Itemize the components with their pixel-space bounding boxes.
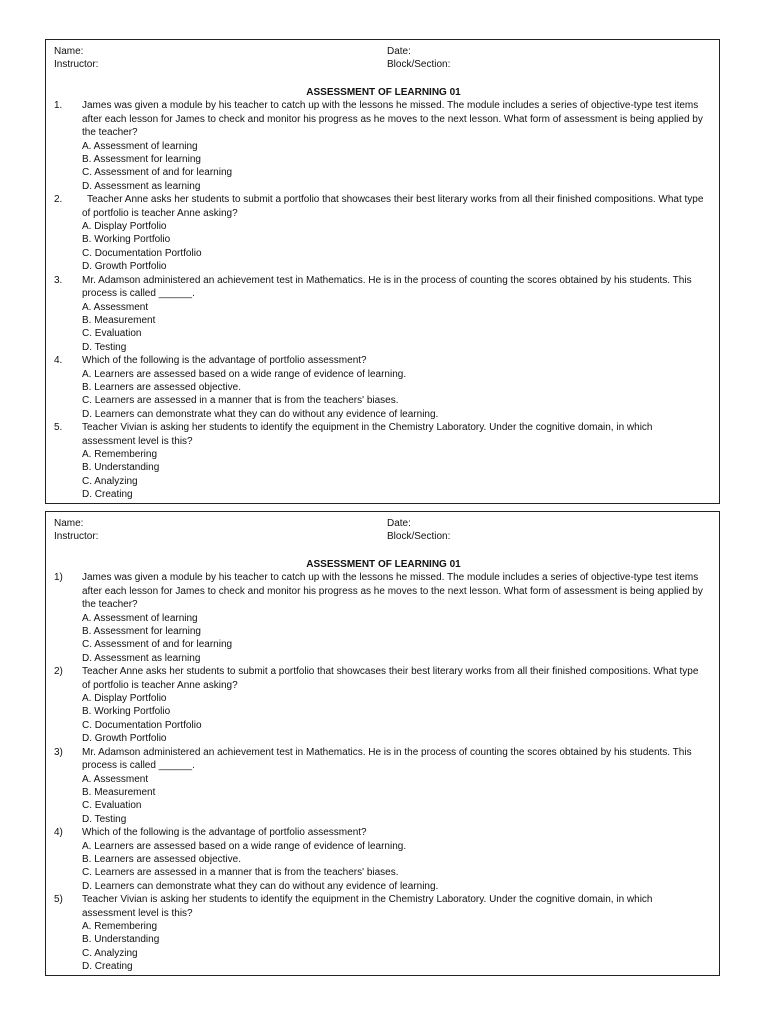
question-number: 3. [54, 274, 63, 286]
question-number: 3) [54, 746, 63, 758]
question-4 [54, 826, 705, 893]
option-c: C. Assessment of and for learning [82, 639, 233, 651]
option-d: D. Growth Portfolio [82, 733, 167, 745]
question-stem: Teacher Anne asks her students to submit a portfolio that showcases their best literary works from all their finished compositions. What type of portfolio is teacher Anne asking? [82, 194, 704, 219]
option-d: D. Learners can demonstrate what they can do without any evidence of learning. [82, 408, 439, 420]
sheet-title: ASSESSMENT OF LEARNING 01 [306, 559, 461, 570]
name-label: Name: [54, 518, 84, 529]
question-stem: Which of the following is the advantage of portfolio assessment? [82, 827, 367, 839]
option-a: A. Assessment of learning [82, 612, 198, 624]
option-d: D. Creating [82, 961, 133, 973]
option-b: B. Assessment for learning [82, 626, 201, 638]
option-d: D. Learners can demonstrate what they can do without any evidence of learning. [82, 880, 439, 892]
option-d: D. Growth Portfolio [82, 261, 167, 273]
option-d: D. Assessment as learning [82, 180, 201, 192]
question-4 [54, 354, 705, 421]
option-b: B. Measurement [82, 314, 156, 326]
quiz-sheet-1 [45, 39, 720, 504]
instructor-label: Instructor: [54, 59, 99, 70]
question-1 [54, 99, 705, 193]
question-stem: Which of the following is the advantage of portfolio assessment? [82, 355, 367, 367]
question-5 [54, 893, 705, 973]
option-c: C. Evaluation [82, 328, 142, 340]
option-c: C. Analyzing [82, 475, 138, 487]
option-b: B. Assessment for learning [82, 154, 201, 166]
option-d: D. Assessment as learning [82, 652, 201, 664]
option-b: B. Measurement [82, 786, 156, 798]
question-number: 1. [54, 100, 63, 112]
question-number: 4) [54, 827, 63, 839]
date-label: Date: [387, 46, 411, 57]
question-stem: James was given a module by his teacher to catch up with the lessons he missed. The module includes a series of objective-type test items after each lesson for James to check and monitor his progress as he moves to the next lesson. What form of assessment is being applied by the teacher? [82, 100, 703, 139]
option-b: B. Understanding [82, 462, 160, 474]
option-a: A. Learners are assessed based on a wide range of evidence of learning. [82, 840, 407, 852]
option-a: A. Assessment [82, 773, 149, 785]
question-3 [54, 746, 705, 826]
option-b: B. Working Portfolio [82, 706, 171, 718]
option-b: B. Understanding [82, 934, 160, 946]
question-number: 5. [54, 422, 63, 434]
question-number: 1) [54, 572, 63, 584]
option-c: C. Assessment of and for learning [82, 167, 233, 179]
question-stem: Teacher Anne asks her students to submit a portfolio that showcases their best literary works from all their finished compositions. What type of portfolio is teacher Anne asking? [82, 666, 699, 691]
option-c: C. Evaluation [82, 800, 142, 812]
question-stem: Mr. Adamson administered an achievement test in Mathematics. He is in the process of counting the scores obtained by his students. This process is called ______. [82, 274, 692, 300]
option-a: A. Assessment of learning [82, 140, 198, 152]
question-stem: Teacher Vivian is asking her students to identify the equipment in the Chemistry Laboratory. Under the cognitive domain, in which assessment level is this? [82, 894, 653, 919]
option-a: A. Learners are assessed based on a wide range of evidence of learning. [82, 368, 407, 380]
option-b: B. Working Portfolio [82, 234, 171, 246]
option-a: A. Assessment [82, 301, 149, 313]
option-d: D. Testing [82, 341, 127, 353]
option-c: C. Learners are assessed in a manner that is from the teachers' biases. [82, 395, 399, 407]
question-2 [54, 193, 705, 273]
instructor-label: Instructor: [54, 531, 99, 542]
option-d: D. Testing [82, 813, 127, 825]
name-label: Name: [54, 46, 84, 57]
option-a: A. Remembering [82, 448, 158, 460]
sheet-header [54, 43, 705, 70]
block-section-label: Block/Section: [387, 531, 451, 542]
option-a: A. Remembering [82, 920, 158, 932]
option-b: B. Learners are assessed objective. [82, 381, 241, 393]
question-stem: Teacher Vivian is asking her students to identify the equipment in the Chemistry Laboratory. Under the cognitive domain, in which assessment level is this? [82, 422, 653, 447]
question-number: 2) [54, 666, 63, 678]
option-c: C. Learners are assessed in a manner that is from the teachers' biases. [82, 867, 399, 879]
question-5 [54, 421, 705, 501]
option-a: A. Display Portfolio [82, 221, 167, 233]
question-stem: James was given a module by his teacher to catch up with the lessons he missed. The module includes a series of objective-type test items after each lesson for James to check and monitor his progress as he moves to the next lesson. What form of assessment is being applied by the teacher? [82, 572, 703, 611]
sheet-header [54, 515, 705, 542]
date-label: Date: [387, 518, 411, 529]
block-section-label: Block/Section: [387, 59, 451, 70]
question-2 [54, 665, 705, 745]
option-c: C. Documentation Portfolio [82, 719, 202, 731]
quiz-sheet-2 [45, 511, 720, 976]
question-stem: Mr. Adamson administered an achievement test in Mathematics. He is in the process of counting the scores obtained by his students. This process is called ______. [82, 746, 692, 772]
question-number: 4. [54, 355, 63, 367]
question-1 [54, 571, 705, 665]
question-number: 2. [54, 194, 63, 206]
question-3 [54, 274, 705, 354]
option-c: C. Documentation Portfolio [82, 247, 202, 259]
option-a: A. Display Portfolio [82, 693, 167, 705]
question-number: 5) [54, 894, 63, 906]
option-c: C. Analyzing [82, 947, 138, 959]
option-d: D. Creating [82, 489, 133, 501]
option-b: B. Learners are assessed objective. [82, 853, 241, 865]
sheet-title: ASSESSMENT OF LEARNING 01 [306, 87, 461, 98]
